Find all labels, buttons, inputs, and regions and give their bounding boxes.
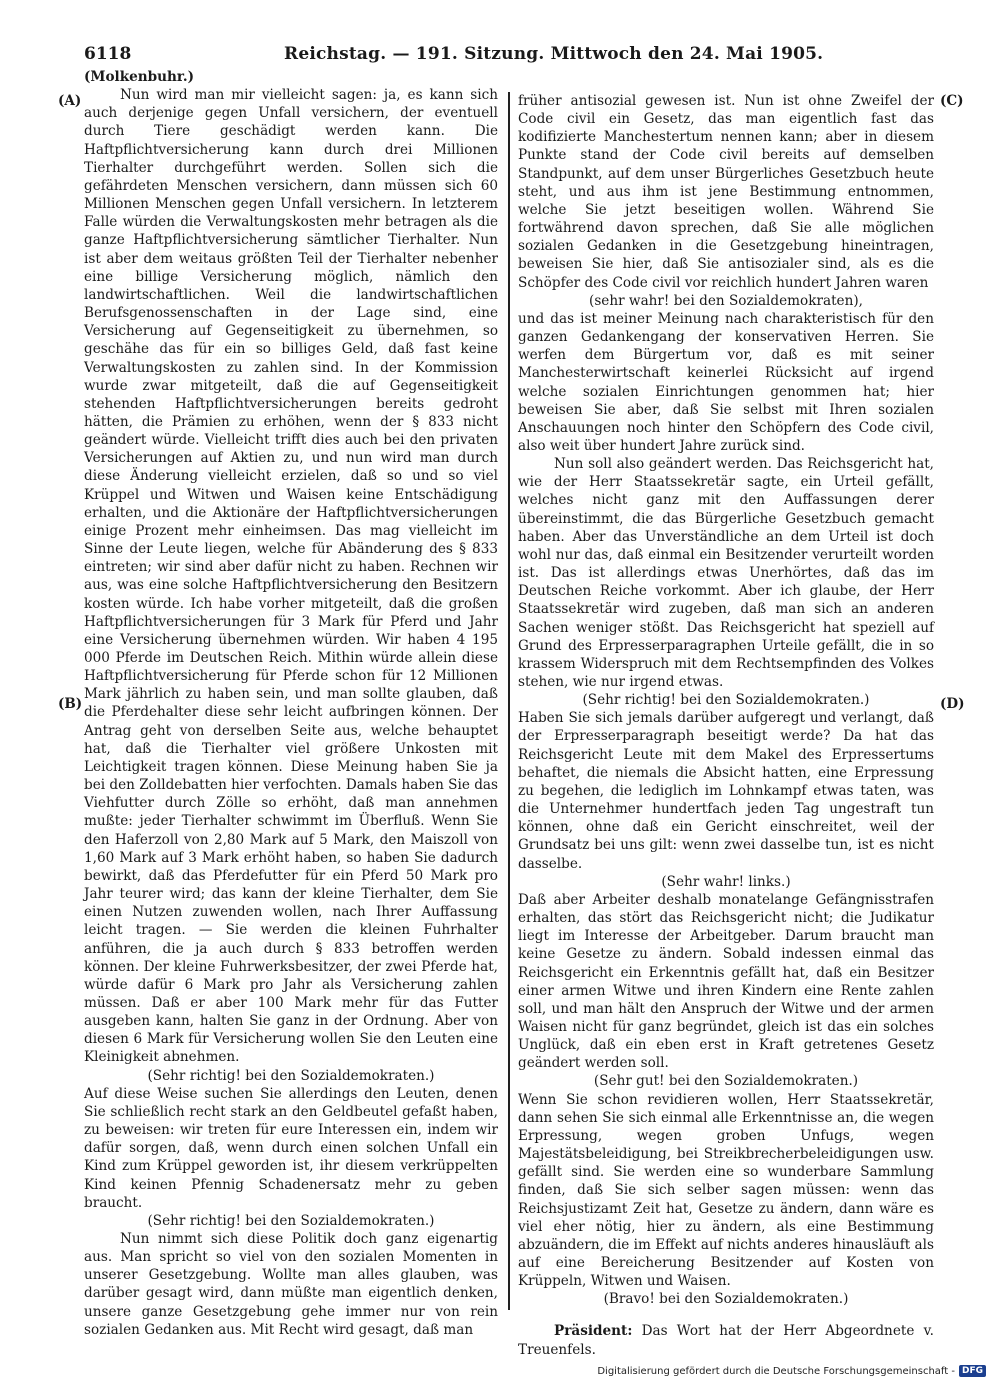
footer-credit: Digitalisierung gefördert durch die Deutsche Forschungsgemeinschaft - [597,1365,955,1377]
paragraph: Haben Sie sich jemals darüber aufgeregt und verlangt, daß der Erpresserparagraph beseitigt werde? Da hat das Reichsgericht Leute mit dem Makel des Erpressertums behaftet, die niemals die Absicht hatten, eine Erpressung zu begehen, die lediglich im Lohnkampf etwas taten, was die Unternehmer hundertfach jeden Tag ungestraft tun können, ohne daß ein Gericht einschreitet, weil der Grundsatz bei uns gilt: wenn zwei dasselbe tun, ist es nicht dasselbe. [518,710,934,872]
president-label: Präsident: [554,1323,633,1340]
president-statement [518,1322,934,1358]
paragraph: Auf diese Weise suchen Sie allerdings den Leuten, denen Sie schließlich recht stark an den Geldbeutel gefaßt haben, zu beweisen: wir treten für eure Interessen ein, indem wir dafür sorgen, daß, wenn durch einen solchen Unfall ein Kind zum Krüppel geworden ist, ihr diesem verkrüppelten Kind keinen Pfennig Schadenersatz mehr zu geben braucht. [84,1085,498,1211]
paragraph: und das ist meiner Meinung nach charakteristisch für den ganzen Gedankengang der konservativen Herren. Sie werfen dem Bürgertum vor, daß es mit seiner Manchesterwirtschaft keinerlei Rücksicht auf irgend welche sozialen Einrichtungen genommen hat; hier beweisen Sie aber, daß Sie selbst mit Ihren sozialen Anschauungen noch hinter den Schöpfern des Code civil, also weit über hundert Jahre zurück sind. [518,310,934,454]
interjection: (Sehr gut! bei den Sozialdemokraten.) [593,1073,859,1090]
margin-mark-a: (A) [58,93,82,109]
margin-mark-b: (B) [58,696,83,712]
interjection: (Sehr richtig! bei den Sozialdemokraten.) [147,1212,435,1229]
paragraph: früher antisozial gewesen ist. Nun ist ohne Zweifel der Code civil ein Gesetz, das man eigentlich fast das kodifizierte Manchestertum nennen kann; aber in diesem Punkte stand der Code civil bereits auf demselben Standpunkt, auf dem unser Bürgerliches Gesetzbuch heute steht, und aus ihm ist jene Bestimmung entnommen, welche Sie jetzt beseitigen wollen. Während Sie fortwährend davon sprechen, daß Sie alle möglichen sozialen Gedanken in die Gesetzgebung hineintragen, beweisen Sie hier, daß Sie antisozialer sind, als es die Schöpfer des Code civil vor reichlich hundert Jahren waren [518,93,934,291]
paragraph: Nun wird man mir vielleicht sagen: ja, es kann sich auch derjenige gegen Unfall versichern, der eventuell durch Tiere geschädigt werden kann. Die Haftpflichtversicherung kann durch drei Millionen Tierhalter durchgeführt werden. Sollen sich die gefährdeten Menschen versichern, dann müssen sich 60 Millionen Menschen gegen Unfall versichern. In letzterem Falle würden die Verwaltungskosten mehr betragen als die ganze Haftpflichtversicherung sämtlicher Tierhalter. Nun ist aber dem weitaus größten Teil der Tierhalter nebenher eine billige Versicherung möglich, nämlich den landwirtschaftlichen. Weil die landwirtschaftlichen Berufsgenossenschaften in der Lage sind, eine Versicherung auf Gegenseitigkeit zu übernehmen, so geschähe das für ein so billiges Geld, daß fast keine Verwaltungskosten zu zahlen sind. In der Kommission wurde zwar mitgeteilt, daß die auf Gegenseitigkeit stehenden Haftpflichtversicherungen bereits gedroht hätten, die Prämien zu erhöhen, wenn der § 833 nicht geändert würde. Vielleicht trifft dies auch bei den privaten Versicherungen auf Aktien zu, und nun wird man durch diese Änderung vielleicht erzielen, daß so und so viel Krüppel und Witwen und Waisen keine Entschädigung erhalten, und die Aktionäre der Haftpflichtversicherungen einige Prozent mehr einheimsen. Das mag vielleicht im Sinne der Leute liegen, welche für Abänderung des § 833 eintreten; wir sind aber dafür nicht zu haben. Rechnen wir aus, was eine solche Haftpflichtversicherung den Besitzern kosten würde. Ich habe vorher mitgeteilt, daß die großen Haftpflichtversicherungen für 3 Mark für Pferd und Jahr eine Versicherung übernehmen würden. Wir haben 4 195 000 Pferde im Deutschen Reich. Mithin würde allein diese Haftpflichtversicherung für Pferde schon für 12 Millionen Mark jährlich zu haben sein, und man sollte glauben, daß die Pferdehalter diese sehr leicht aufbringen können. Der Antrag geht von derselben Seite aus, welche behauptet hat, daß die Tierhalter viel größere Unkosten mit Leichtigkeit tragen können. Diese Meinung haben Sie ja bei den Zolldebatten hier verfochten. Damals haben Sie das Viehfutter durch Zölle so erhöht, daß man annehmen mußte: jeder Tierhalter schwimmt im Überfluß. Wenn Sie den Haferzoll von 2,80 Mark auf 5 Mark, den Maiszoll von 1,60 Mark auf 3 Mark erhöht haben, so haben Sie dadurch bewirkt, daß das Pferdefutter für ein Pferd 50 Mark pro Jahr teurer wird; das kann der kleine Tierhalter, dem Sie einen Nutzen zuwenden wollen, nach Ihrer Auffassung leicht tragen. — Sie werden die kleinen Fuhrhalter anführen, die ja auch durch § 833 betroffen werden können. Der kleine Fuhrwerksbesitzer, der zwei Pferde hat, würde dafür 6 Mark pro Jahr als Versicherung zahlen müssen. Daß er aber 100 Mark mehr für das Futter ausgeben kann, halten Sie ganz in der Ordnung. Aber von diesen 6 Mark für Versicherung wollen Sie den Leuten eine Kleinigkeit abnehmen. [84,87,498,1066]
interjection: (Sehr richtig! bei den Sozialdemokraten.) [582,692,870,709]
interjection: (Bravo! bei den Sozialdemokraten.) [603,1291,849,1308]
paragraph: Wenn Sie schon revidieren wollen, Herr Staatssekretär, dann sehen Sie sich einmal alle Erkenntnisse an, die wegen Erpressung, wegen groben Unfugs, wegen Majestätsbeleidigung, bei Streikbrecherbeleidigungen usw. gefällt sind. Sie werden eine so wunderbare Sammlung finden, daß Sie sich selber sagen müssen: wenn das Reichsjustizamt Zeit hat, Gesetze zu ändern, dann wäre es viel eher nötig, hier zu ändern, als eine Bestimmung abzuändern, die im Effekt auf nichts anderes hinausläuft als auf eine Bereicherung Besitzender auf Kosten von Krüppeln, Witwen und Waisen. [518,1091,934,1290]
running-head: Reichstag. — 191. Sitzung. Mittwoch den 24. Mai 1905. [284,44,824,64]
interjection: (Sehr richtig! bei den Sozialdemokraten.) [147,1067,435,1084]
interjection: (sehr wahr! bei den Sozialdemokraten), [589,292,863,309]
left-column [84,68,498,1339]
paragraph: Nun soll also geändert werden. Das Reichsgericht hat, wie der Herr Staatssekretär sagte, ein Urteil gefällt, welches nicht ganz mit den Auffassungen derer übereinstimmt, die das Bürgerliche Gesetzbuch gemacht haben. Aber das Unverständliche an dem Urteil ist doch wohl nur das, daß einmal ein Besitzender verurteilt worden ist. Das ist allerdings etwas Unerhörtes, daß das im Deutschen Reiche vorkommt. Aber ich glaube, der Herr Staatssekretär wird zugeben, daß man sich an anderen Sachen weniger stößt. Das Reichsgericht hat speziell auf Grund des Erpresserparagraphen Urteile gefällt, die in so krassem Widerspruch mit dem Rechtsempfinden des Volkes stehen, wie nur irgend etwas. [518,456,934,690]
margin-mark-c: (C) [940,93,964,109]
paragraph: Daß aber Arbeiter deshalb monatelange Gefängnisstrafen erhalten, das stört das Reichsgericht nicht; die Judikatur liegt im Interesse der Arbeitgeber. Darum braucht man keine Gesetze zu ändern. Sobald indessen einmal das Reichsgericht ein Erkenntnis gefällt hat, daß ein Besitzer einer armen Witwe und ihren Kindern eine Rente zahlen soll, und man hält den Anspruch der Witwe und der armen Waisen nicht für ganz begründet, gleich ist das ein solches Unglück, daß ein eben erst in Kraft getretenes Gesetz geändert werden soll. [518,891,934,1072]
dfg-logo: DFG [959,1365,986,1377]
paragraph: Nun nimmt sich diese Politik doch ganz eigenartig aus. Man spricht so viel von den sozialen Momenten in unserer Gesetzgebung. Wollte man alles glauben, was darüber gesagt wird, dann müßte man eigentlich denken, unsere ganze Gesetzgebung gehe immer nur von rein sozialen Gedanken aus. Mit Recht wird gesagt, daß man [84,1231,498,1338]
speaker-tag: (Molkenbuhr.) [84,69,195,85]
right-column [518,92,934,1359]
president-text: Das Wort hat der Herr Abgeordnete v. Treuenfels. [518,1323,934,1358]
interjection: (Sehr wahr! links.) [661,873,791,890]
footer [597,1363,986,1379]
margin-mark-d: (D) [940,696,965,712]
column-divider [508,92,510,1310]
page-number: 6118 [84,44,132,64]
page-header [84,44,928,68]
